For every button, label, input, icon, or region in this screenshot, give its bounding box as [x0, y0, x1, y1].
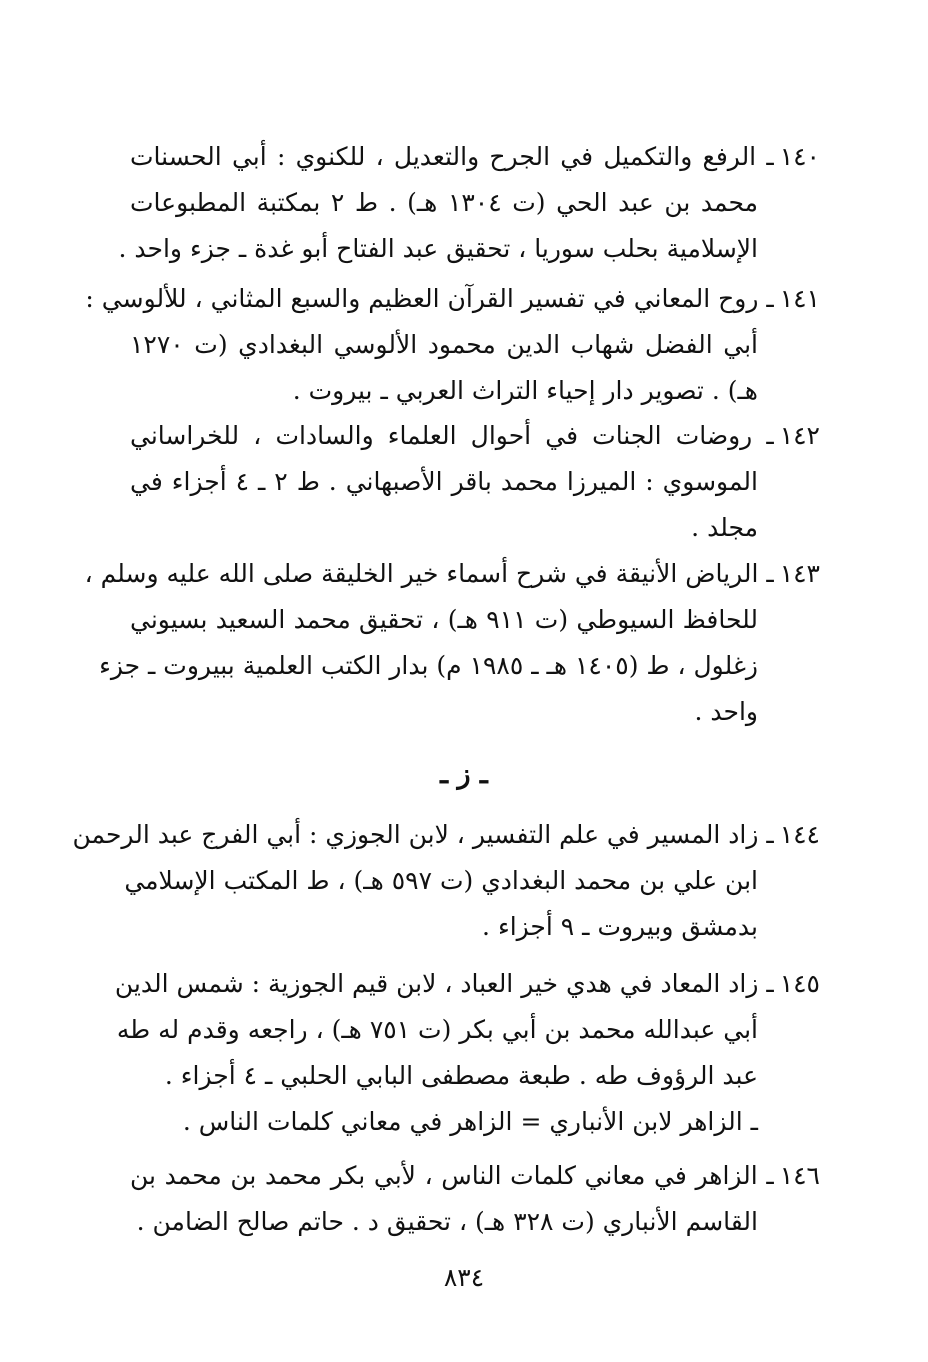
bibliography-entry-146 — [130, 1153, 820, 1245]
entry-line: ١٤٣ـ الرياض الأنيقة في شرح أسماء خير الخليقة صلى الله عليه وسلم ، — [130, 551, 820, 597]
entry-line: الإسلامية بحلب سوريا ، تحقيق عبد الفتاح أبو غدة ـ جزء واحد . — [118, 234, 758, 263]
entry-line: هـ) . تصوير دار إحياء التراث العربي ـ بيروت . — [292, 376, 758, 405]
entry-line: واحد . — [694, 697, 758, 726]
bibliography-entry-140 — [118, 134, 820, 272]
entry-line: مجلد . — [691, 513, 758, 542]
entry-number: ١٤١ — [779, 284, 820, 313]
entry-line: ابن علي بن محمد البغدادي (ت ٥٩٧ هـ) ، ط المكتب الإسلامي — [124, 866, 758, 895]
entry-number: ١٤٤ — [779, 820, 820, 849]
bibliography-entry-143 — [84, 551, 820, 735]
bibliography-entry-145 — [114, 961, 820, 1145]
entry-line: ١٤٤ـ زاد المسير في علم التفسير ، لابن الجوزي : أبي الفرج عبد الرحمن — [130, 812, 820, 858]
entry-line: أبي الفضل شهاب الدين محمود الألوسي البغدادي (ت ١٢٧٠ — [130, 330, 758, 359]
entry-number: ١٤٥ — [779, 969, 820, 998]
entry-line: الموسوي : الميرزا محمد باقر الأصبهاني . ط ٢ ـ ٤ أجزاء في — [130, 467, 758, 496]
bibliography-entry-142 — [130, 413, 820, 551]
entry-line: محمد بن عبد الحي (ت ١٣٠٤ هـ) . ط ٢ بمكتبة المطبوعات — [130, 188, 758, 217]
entry-line: بدمشق وبيروت ـ ٩ أجزاء . — [482, 912, 758, 941]
entry-line: عبد الرؤوف طه . طبعة مصطفى البابي الحلبي ـ ٤ أجزاء . — [164, 1061, 758, 1090]
entry-line: ١٤٠ـ الرفع والتكميل في الجرح والتعديل ، للكنوي : أبي الحسنات — [130, 134, 820, 180]
cross-reference-line: ـ الزاهر لابن الأنباري = الزاهر في معاني كلمات الناس . — [182, 1107, 758, 1136]
entry-number: ١٤٣ — [779, 559, 820, 588]
entry-line: للحافظ السيوطي (ت ٩١١ هـ) ، تحقيق محمد السعيد بسيوني — [130, 605, 758, 634]
entry-number: ١٤٦ — [779, 1161, 820, 1190]
entry-line: ١٤٢ـ روضات الجنات في أحوال العلماء والسادات ، للخراساني — [130, 413, 820, 459]
entry-line: أبي عبدالله محمد بن أبي بكر (ت ٧٥١ هـ) ، راجعه وقدم له طه — [116, 1015, 758, 1044]
bibliography-entry-144 — [72, 812, 820, 950]
page-number: ٨٣٤ — [443, 1263, 485, 1292]
bibliography-entry-141 — [85, 276, 820, 414]
entry-line: ١٤٥ـ زاد المعاد في هدي خير العباد ، لابن قيم الجوزية : شمس الدين — [130, 961, 820, 1007]
entry-line: القاسم الأنباري (ت ٣٢٨ هـ) ، تحقيق د . حاتم صالح الضامن . — [136, 1207, 758, 1236]
entry-line: زغلول ، ط (١٤٠٥ هـ ـ ١٩٨٥ م) بدار الكتب العلمية ببيروت ـ جزء — [99, 651, 758, 680]
entry-line: ١٤١ـ روح المعاني في تفسير القرآن العظيم والسبع المثاني ، للألوسي : — [130, 276, 820, 322]
entry-number: ١٤٢ — [779, 421, 820, 450]
section-heading: ـ ز ـ — [440, 759, 488, 790]
entry-line: ١٤٦ـ الزاهر في معاني كلمات الناس ، لأبي بكر محمد بن محمد بن — [130, 1153, 820, 1199]
entry-number: ١٤٠ — [779, 142, 820, 171]
